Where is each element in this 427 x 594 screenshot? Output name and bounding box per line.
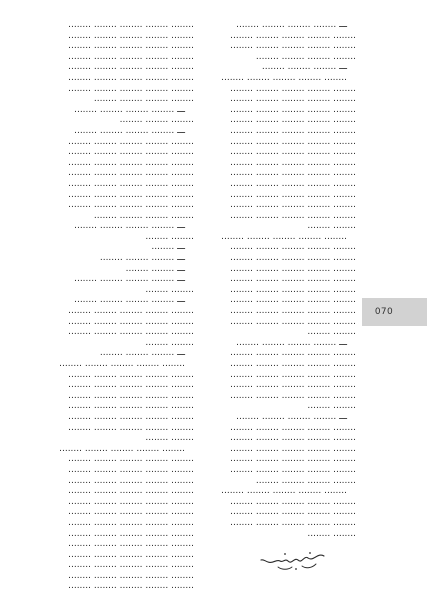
text-line: ........ ........ ........ ........ ........ bbox=[230, 168, 356, 179]
text-line: ........ ........ ........ ........ ........ bbox=[230, 147, 356, 158]
text-line: ........ ........ bbox=[145, 337, 194, 348]
text-line: ........ ........ ........ ........ ........ bbox=[68, 147, 194, 158]
text-line: ـــ ........ ........ ........ bbox=[261, 62, 347, 73]
text-line: ........ ........ ........ ........ ........ bbox=[230, 464, 356, 475]
text-line: ........ ........ ........ ........ ........ bbox=[68, 581, 194, 592]
text-line: ........ ........ ........ ........ ........ bbox=[230, 136, 356, 147]
text-line: ........ ........ ........ ........ ........ bbox=[230, 210, 356, 221]
text-line: ........ ........ ........ ........ ........ bbox=[230, 496, 356, 507]
text-line: ........ ........ ........ ........ ........ bbox=[68, 83, 194, 94]
text-line: ........ ........ ........ ........ ........ bbox=[68, 411, 194, 422]
text-line: ........ ........ bbox=[145, 284, 194, 295]
text-line: ........ ........ ........ ........ ........ bbox=[221, 231, 347, 242]
text-line: ........ ........ ........ ........ ........ bbox=[230, 94, 356, 105]
text-line: ........ ........ ........ ........ ........ bbox=[230, 104, 356, 115]
text-line: ........ ........ ........ ........ ........ bbox=[230, 157, 356, 168]
text-line: ـــ ........ ........ ........ ........ bbox=[236, 337, 347, 348]
text-line: ........ ........ ........ ........ ........ bbox=[230, 253, 356, 264]
text-line: ـــ ........ ........ ........ ........ bbox=[74, 104, 185, 115]
text-line: ........ ........ ........ ........ ........ bbox=[68, 539, 194, 550]
text-line: ........ ........ ........ ........ ........ bbox=[68, 422, 194, 433]
text-line: ........ ........ bbox=[307, 528, 356, 539]
text-line: ........ ........ ........ ........ ........ bbox=[68, 306, 194, 317]
text-line: ـــ ........ ........ ........ ........ bbox=[74, 125, 185, 136]
text-line: ........ ........ ........ ........ ........ bbox=[68, 189, 194, 200]
text-line: ........ ........ ........ ........ ........ bbox=[68, 51, 194, 62]
text-line: ........ ........ ........ ........ ........ bbox=[230, 115, 356, 126]
text-line: ........ ........ bbox=[307, 221, 356, 232]
text-line: ـــ ........ ........ ........ ........ bbox=[74, 295, 185, 306]
text-line: ........ ........ ........ ........ ........ bbox=[230, 41, 356, 52]
text-line: ........ ........ ........ ........ ........ bbox=[68, 560, 194, 571]
text-line: ........ ........ ........ ........ ........ bbox=[230, 316, 356, 327]
text-line: ........ ........ ........ ........ ........ bbox=[68, 507, 194, 518]
text-line: ........ ........ bbox=[307, 327, 356, 338]
text-line: ........ ........ bbox=[145, 433, 194, 444]
text-line: ........ ........ ........ ........ ........ bbox=[59, 443, 185, 454]
text-line: ........ ........ ........ ........ ........ bbox=[68, 62, 194, 73]
text-line: ........ ........ ........ ........ ........ bbox=[230, 454, 356, 465]
text-line: ........ ........ ........ ........ ........ bbox=[230, 200, 356, 211]
text-line: ـــ ........ ........ ........ ........ bbox=[236, 20, 347, 30]
text-line: ........ ........ ........ ........ ........ bbox=[68, 549, 194, 560]
text-line: ........ ........ ........ ........ ........ bbox=[221, 486, 347, 497]
author-signature bbox=[258, 548, 328, 574]
text-line: ........ ........ ........ ........ ........ bbox=[230, 507, 356, 518]
text-line: ........ ........ ........ ........ ........ bbox=[68, 316, 194, 327]
text-line: ........ ........ ........ ........ ........ bbox=[59, 359, 185, 369]
text-line: ........ ........ ........ ........ ........ bbox=[68, 486, 194, 497]
text-line: ........ ........ ........ ........ ........ bbox=[68, 178, 194, 189]
text-line: ........ ........ ........ ........ ........ bbox=[230, 433, 356, 444]
text-line: ـــ ........ bbox=[151, 242, 185, 253]
text-line: ........ ........ ........ ........ ........ bbox=[68, 401, 194, 412]
left-text-column bbox=[23, 20, 194, 594]
text-line: ........ ........ ........ ........ ........ bbox=[230, 359, 356, 369]
text-line: ........ ........ bbox=[307, 401, 356, 412]
text-line: ........ ........ ........ ........ ........ bbox=[230, 306, 356, 317]
text-line: ........ ........ ........ ........ ........ bbox=[230, 189, 356, 200]
text-line: ........ ........ ........ ........ ........ bbox=[68, 30, 194, 41]
text-line: ........ ........ ........ ........ bbox=[255, 475, 356, 486]
text-line: ........ ........ ........ ........ ........ bbox=[68, 475, 194, 486]
text-line: ـــ ........ ........ ........ ........ bbox=[74, 221, 185, 232]
text-line: ........ ........ ........ ........ bbox=[255, 51, 356, 62]
text-line: ........ ........ ........ ........ ........ bbox=[230, 125, 356, 136]
text-line: ........ ........ ........ bbox=[119, 115, 194, 126]
text-line: ـــ ........ ........ ........ ........ bbox=[74, 274, 185, 285]
text-line: ........ ........ ........ ........ ........ bbox=[68, 380, 194, 391]
text-line: ـــ ........ ........ ........ bbox=[99, 253, 185, 264]
text-line: ........ ........ ........ ........ ........ bbox=[230, 284, 356, 295]
text-line: ـــ ........ ........ bbox=[125, 263, 185, 274]
text-line: ........ ........ ........ ........ ........ bbox=[230, 274, 356, 285]
text-line: ........ ........ ........ ........ ........ bbox=[68, 168, 194, 179]
text-line: ........ ........ ........ ........ ........ bbox=[230, 295, 356, 306]
text-line: ........ ........ ........ ........ ........ bbox=[230, 83, 356, 94]
text-line: ........ ........ ........ ........ ........ bbox=[68, 517, 194, 528]
text-line: ........ ........ ........ ........ ........ bbox=[68, 528, 194, 539]
text-line: ........ ........ ........ ........ ........ bbox=[230, 517, 356, 528]
text-line: ........ ........ ........ ........ ........ bbox=[68, 464, 194, 475]
text-line: ........ ........ ........ ........ ........ bbox=[230, 242, 356, 253]
text-line: ........ ........ ........ ........ ........ bbox=[230, 263, 356, 274]
text-line: ........ ........ ........ ........ ........ bbox=[68, 20, 194, 30]
text-line: ........ ........ ........ ........ bbox=[93, 210, 194, 221]
page-number: 070 bbox=[374, 307, 393, 317]
text-line: ........ ........ ........ ........ ........ bbox=[68, 570, 194, 581]
text-line: ........ ........ ........ ........ bbox=[93, 94, 194, 105]
text-line: ........ ........ ........ ........ ........ bbox=[230, 369, 356, 380]
text-line: ........ ........ ........ ........ ........ bbox=[68, 136, 194, 147]
text-line: ........ ........ ........ ........ ........ bbox=[68, 369, 194, 380]
text-line: ........ ........ ........ ........ ........ bbox=[68, 200, 194, 211]
text-line: ........ ........ ........ ........ ........ bbox=[230, 443, 356, 454]
text-line: ........ ........ ........ ........ ........ bbox=[230, 348, 356, 359]
text-line: ........ ........ ........ ........ ........ bbox=[68, 41, 194, 52]
text-line: ........ ........ ........ ........ ........ bbox=[221, 72, 347, 83]
text-line: ........ ........ ........ ........ ........ bbox=[68, 454, 194, 465]
text-line: ـــ ........ ........ ........ ........ bbox=[236, 411, 347, 422]
text-line: ........ ........ ........ ........ ........ bbox=[230, 380, 356, 391]
text-line: ........ ........ bbox=[145, 231, 194, 242]
right-text-column bbox=[203, 20, 356, 540]
text-line: ........ ........ ........ ........ ........ bbox=[68, 390, 194, 401]
text-line: ........ ........ ........ ........ ........ bbox=[230, 422, 356, 433]
text-line: ........ ........ ........ ........ ........ bbox=[230, 178, 356, 189]
text-line: ........ ........ ........ ........ ........ bbox=[68, 72, 194, 83]
text-line: ........ ........ ........ ........ ........ bbox=[68, 496, 194, 507]
text-line: ........ ........ ........ ........ ........ bbox=[230, 30, 356, 41]
text-line: ـــ ........ ........ ........ bbox=[99, 348, 185, 359]
text-line: ........ ........ ........ ........ ........ bbox=[68, 327, 194, 338]
text-line: ........ ........ ........ ........ ........ bbox=[230, 390, 356, 401]
page-number-tab bbox=[362, 298, 427, 326]
text-line: ........ ........ ........ ........ ........ bbox=[68, 157, 194, 168]
